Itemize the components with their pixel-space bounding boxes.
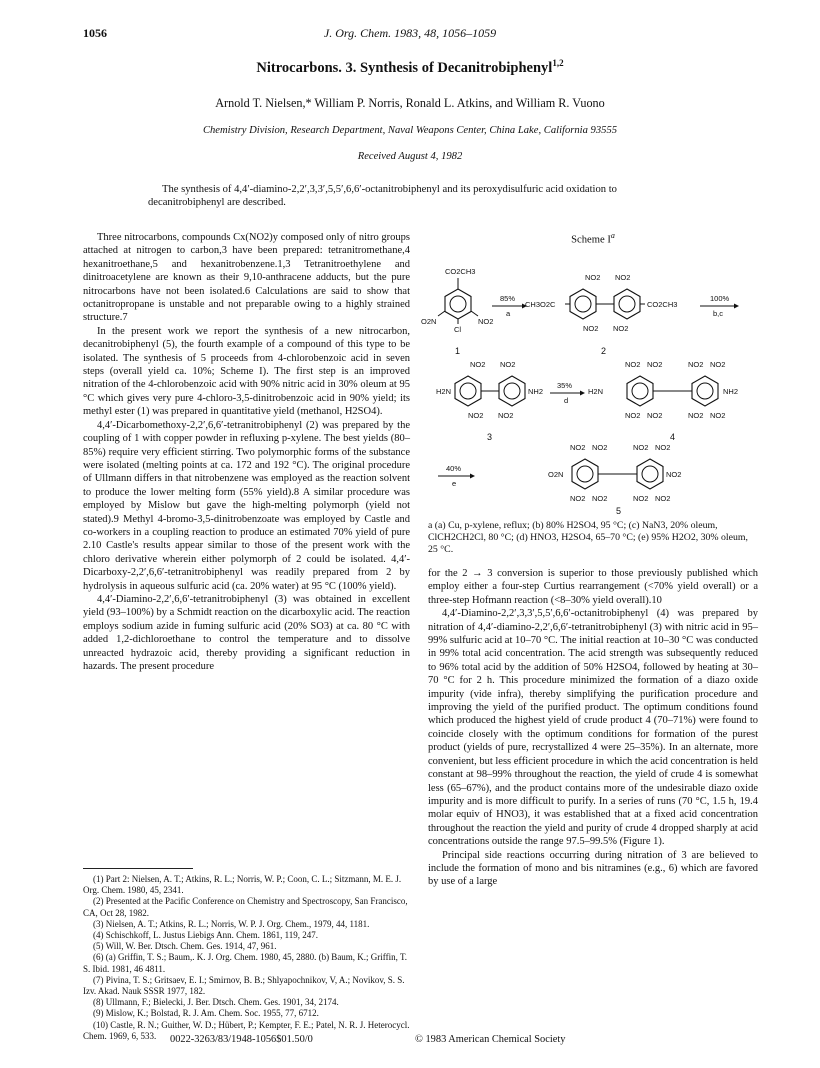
c3-nh2: NH2 (528, 387, 544, 396)
compound-5-structure (572, 459, 663, 489)
compound-number-5: 5 (616, 506, 622, 516)
c3-no2-bottom-right: NO2 (498, 411, 514, 420)
arrow-bc-yield: 100% (710, 294, 730, 303)
c5-no2-3: NO2 (633, 443, 649, 452)
footnote: (8) Ullmann, F.; Bielecki, J. Ber. Dtsch. Chem. Ges. 1901, 34, 2174. (93, 997, 339, 1008)
c5-o2n: O2N (548, 470, 564, 479)
arrow-a-reagent: a (506, 309, 511, 318)
arrowhead-d (580, 391, 585, 396)
page-number: 1056 (83, 26, 107, 40)
c5-no2-5: NO2 (570, 494, 586, 503)
c4-no2-5: NO2 (625, 411, 641, 420)
c5-no2-7: NO2 (633, 494, 649, 503)
body-paragraph: 4,4′-Diamino-2,2′,3,3′,5,5′,6,6′-octanitrobiphenyl (4) was prepared by nitration of 4,4′-diamino-2,2′,6,6′-tetranitrobiphenyl (3) with nitric acid in 95–99% sulfuric acid at 10–70 °C. The initial reaction at 10–30 °C was conducted in 99% total acid concentration. The acid strength was subsequently reduced to 96% total acid by the addition of 50% H2SO4, followed by heating at 30–70 °C for 2 h. This procedure minimized the formation of a diazo oxide impurity (vide infra), thereby simplifying the purification procedure and improving the yield of the purified product. The optimum conditions found which produced the highest yield of crude product 4 (70–71%) were found to coincide closely with the optimum conditions for formation of the purest product (yields of pure, recrystallized 4 were 25–35%). In an alternate, more convenient, but less efficient procedure in which the acid concentration is held constant at 98–99% throughout the reaction, the yield of crude 4 is somewhat less (65–67%), and the product contains more of the undesirable diazo oxide impurity and is more difficult to purify. In a series of runs (70 °C, 1.5 h, 19.4 molar equiv of HNO3), it was established that at a fixed acid concentration throughout the reaction the yield and purity of crude 4 dropped sharply at acid concentrations outside the range 97.5–99.5% (Figure 1). (428, 608, 758, 848)
c4-no2-2: NO2 (647, 360, 663, 369)
journal-citation (83, 26, 737, 41)
affiliation: Chemistry Division, Research Department, Naval Weapons Center, China Lake, California 93555 (202, 125, 618, 136)
c3-h2n: H2N (436, 387, 452, 396)
c3-no2-top-left: NO2 (470, 360, 486, 369)
abstract: The synthesis of 4,4′-diamino-2,2′,3,3′,5,5′,6,6′-octanitrobiphenyl and its peroxydisulfuric acid oxidation to decanitrobiphenyl are described. (148, 184, 617, 208)
article-title (80, 58, 740, 77)
journal-volume: 48, (424, 26, 440, 40)
body-paragraph: Three nitrocarbons, compounds Cx(NO2)y composed only of nitro groups attached at nitrogen to carbon,3 have been prepared: tetranitromethane,4 hexanitroethane,5 and hexanitrobenzene.1,3 Tetranitroethylene and dinitroacetylene are known as their 9,10-anthracene adducts, but the pure nitrocarbons have not been isolated.6 Calculations are said to show that octanitropropane is unstable and not preparable owing to a highly strained structure.7 (83, 232, 410, 324)
footnote: (6) (a) Griffin, T. S.; Baum,. K. J. Org. Chem. 1980, 45, 2880. (b) Baum, K.; Griffin, T. S. Ibid. 1981, 46 4811. (83, 952, 408, 974)
c2-no2-bottom-right: NO2 (613, 324, 629, 333)
c4-no2-3: NO2 (688, 360, 704, 369)
c5-no2-8: NO2 (655, 494, 671, 503)
c2-no2-top-right: NO2 (615, 273, 631, 282)
body-paragraph: Principal side reactions occurring during nitration of 3 are believed to include the formation of mono and bis nitramines (e.g., 6) which are favored by use of a large (428, 849, 758, 888)
footnote: (10) Castle, R. N.; Guither, W. D.; Hübert, P.; Kempter, F. E.; Patel, N. R. J. Heterocycl. Chem. 1969, 6, 533. (83, 1019, 410, 1041)
received-date: Received August 4, 1982 (357, 151, 463, 162)
c2-no2-top-left: NO2 (585, 273, 601, 282)
journal-pages: 1056–1059 (442, 26, 497, 40)
reaction-scheme (420, 244, 765, 516)
compound-number-1: 1 (455, 346, 461, 356)
compound-4-structure (627, 376, 718, 406)
c1-cl: Cl (454, 325, 462, 334)
compound-number-3: 3 (487, 432, 493, 442)
c1-no2: NO2 (478, 317, 494, 326)
c5-no2-2: NO2 (592, 443, 608, 452)
journal-name: J. Org. Chem. (323, 26, 392, 40)
footnote: (4) Schischkoff, L. Justus Liebigs Ann. Chem. 1861, 119, 247. (93, 930, 318, 941)
c3-no2-bottom-left: NO2 (468, 411, 484, 420)
c5-no2-1: NO2 (570, 443, 586, 452)
running-header (83, 26, 737, 42)
copyright-notice: © 1983 American Chemical Society (415, 1034, 566, 1045)
article-code: 0022-3263/83/1948-1056$01.50/0 (170, 1034, 313, 1045)
footnote-rule (83, 868, 193, 869)
footnote: (1) Part 2: Nielsen, A. T.; Atkins, R. L.; Norris, W. P.; Coon, C. L.; Sitzmann, M. E. J. Org. Chem. 1980, 45, 2341. (83, 874, 402, 896)
compound-number-2: 2 (601, 346, 607, 356)
footnote: (7) Pivina, T. S.; Gritsaev, E. I.; Smirnov, B. B.; Shlyapochnikov, V, A.; Novikov, S. S. Izv. Akad. Nauk SSSR 1977, 182. (83, 974, 405, 997)
body-paragraph: 4,4′-Dicarbomethoxy-2,2′,6,6′-tetranitrobiphenyl (2) was prepared by the coupling of 1 with copper powder in refluxing p-xylene. The best yields (80–85%) require very efficient stirring. Two polymorphic forms of the substance were isolated (melting points at ca. 172 and 192 °C). The original procedure of Ullmann differs in that nitrobenzene was employed as the reaction solvent to produce the lower melting form (55% yield).8 A similar procedure was employed by Mislow but gave the high-melting polymorph (yield not stated).9 Methyl 4-bromo-3,5-dinitrobenzoate was employed by Castle and co-workers in a coupling reaction to produce an estimated 70% yield of pure 2.10 Castle's results appear similar to those of the present work with the chloro derivative wherein either polymorph of 2 could be isolated. 4,4′-Dicarboxy-2,2′,6,6′-tetranitrobiphenyl was readily prepared from 2 by hydrolysis in aqueous sulfuric acid (ca. 20% water) at 95 °C (100% yield). (83, 419, 410, 592)
c4-h2n: H2N (588, 387, 604, 396)
scheme-footnote: a (a) Cu, p-xylene, reflux; (b) 80% H2SO4, 95 °C; (c) NaN3, 20% oleum, ClCH2CH2Cl, 80 °C; (d) HNO3, H2SO4, 65–70 °C; (e) 95% H2O2, 30% oleum, 25 °C. (428, 520, 748, 555)
arrow-d-yield: 35% (557, 381, 573, 390)
c3-no2-top-right: NO2 (500, 360, 516, 369)
body-paragraph: In the present work we report the synthesis of a new nitrocarbon, decanitrobiphenyl (5), the fourth example of a compound of this type to be isolated. The synthesis of 5 proceeds from 4-chlorobenzoic acid in seven steps (overall yield ca. 10%; Scheme I). The first step is an improved nitration of the 4-chlorobenzoic acid with 90% nitric acid in 30% oleum at 95 °C which gives very pure 4-chloro-3,5-dinitrobenzoic acid in 90% yield; its methyl ester (1) was prepared in quantitative yield (methanol, H2SO4). (83, 325, 410, 418)
c4-no2-6: NO2 (647, 411, 663, 420)
c1-o2n: O2N (421, 317, 437, 326)
body-paragraph: for the 2 → 3 conversion is superior to those previously published which employ either a four-step Curtius rearrangement (<70% yield overall) or a three-step Hofmann reaction (<8–30% yield overall).10 (428, 568, 758, 606)
c4-no2-4: NO2 (710, 360, 726, 369)
journal-year: 1983, (394, 26, 422, 40)
title-refs: 1,2 (552, 58, 564, 68)
c4-no2-1: NO2 (625, 360, 641, 369)
arrowhead-bc (734, 304, 739, 309)
c1-co2ch3: CO2CH3 (445, 267, 476, 276)
c4-no2-7: NO2 (688, 411, 704, 420)
c5-no2-6: NO2 (592, 494, 608, 503)
body-paragraph: 4,4′-Diamino-2,2′,6,6′-tetranitrobiphenyl (3) was obtained in excellent yield (93–100%) by a Schmidt reaction on the dicarboxylic acid. The reaction employs sodium azide in fuming sulfuric acid (20% SO3) at ca. 80 °C with added 1,2-dichloroethane to control the temperature and to dissolve unreacted hydrazoic acid, thereby providing a significant reduction in hazards. The present procedure (83, 593, 410, 672)
compound-1-structure (438, 278, 478, 324)
title-text: Nitrocarbons. 3. Synthesis of Decanitrobiphenyl (256, 59, 553, 76)
arrow-a-yield: 85% (500, 294, 516, 303)
right-column (428, 567, 758, 889)
c2-no2-bottom-left: NO2 (583, 324, 599, 333)
c4-no2-8: NO2 (710, 411, 726, 420)
c2-ch3o2c: CH3O2C (525, 300, 556, 309)
compound-number-4: 4 (670, 432, 676, 442)
arrow-d-reagent: d (564, 396, 569, 405)
footnote: (3) Nielsen, A. T.; Atkins, R. L.; Norris, W. P. J. Org. Chem., 1979, 44, 1181. (93, 918, 370, 929)
footnote: (5) Will, W. Ber. Dtsch. Chem. Ges. 1914, 47, 961. (93, 941, 277, 952)
scheme-title-text: Scheme I (571, 234, 611, 246)
arrow-bc-reagent: b,c (713, 309, 724, 318)
arrow-e-yield: 40% (446, 464, 462, 473)
compound-3-structure (455, 376, 525, 406)
scheme-title-sup: a (610, 231, 615, 240)
left-column (83, 231, 410, 673)
footnote: (9) Mislow, K.; Bolstad, R. J. Am. Chem. Soc. 1955, 77, 6712. (93, 1008, 319, 1019)
footnote: (2) Presented at the Pacific Conference on Chemistry and Spectroscopy, San Francisco, CA, Oct 28, 1982. (83, 896, 408, 918)
c5-no2-right: NO2 (666, 470, 682, 479)
c2-co2ch3: CO2CH3 (647, 300, 678, 309)
c5-no2-4: NO2 (655, 443, 671, 452)
compound-2-structure (565, 289, 645, 319)
arrow-e-reagent: e (452, 479, 457, 488)
author-list: Arnold T. Nielsen,* William P. Norris, Ronald L. Atkins, and William R. Vuono (215, 96, 605, 110)
footnotes (83, 874, 410, 1042)
c4-nh2: NH2 (723, 387, 739, 396)
arrowhead-e (470, 474, 475, 479)
